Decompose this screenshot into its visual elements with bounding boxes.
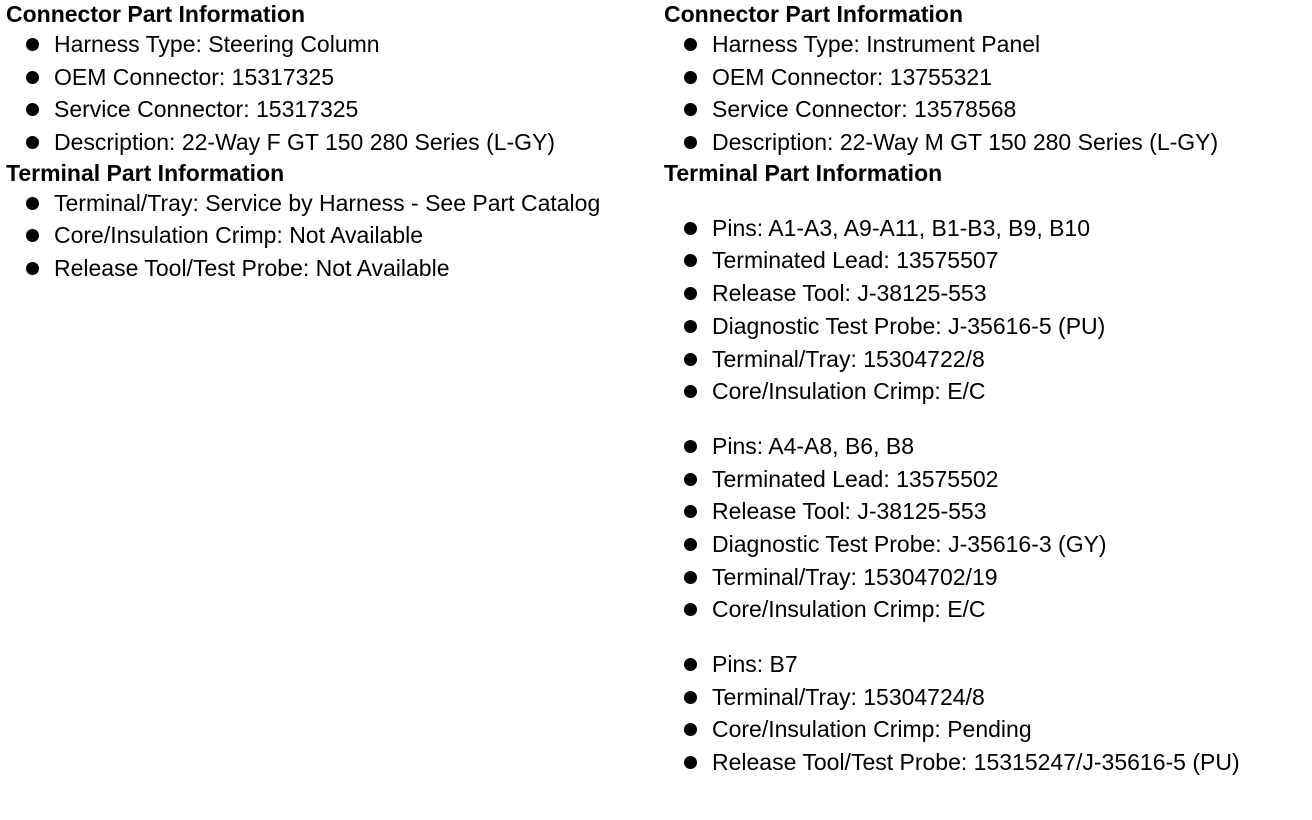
list-item: Diagnostic Test Probe: J-35616-5 (PU) [664,310,1312,343]
left-connector-column [6,0,656,285]
list-item: Release Tool: J-38125-553 [664,277,1312,310]
list-item: Harness Type: Instrument Panel [664,28,1312,61]
terminal-group-3 [664,648,1312,779]
list-item: Core/Insulation Crimp: Not Available [6,219,656,252]
left-terminal-heading: Terminal Part Information [6,159,285,186]
list-item: Terminal/Tray: 15304724/8 [664,681,1312,714]
list-item: Core/Insulation Crimp: E/C [664,375,1312,408]
list-item: Terminated Lead: 13575502 [664,463,1312,496]
list-item: Core/Insulation Crimp: E/C [664,593,1312,626]
list-item: Pins: A1-A3, A9-A11, B1-B3, B9, B10 [664,212,1312,245]
list-item: Pins: A4-A8, B6, B8 [664,430,1312,463]
left-connector-heading: Connector Part Information [6,1,306,27]
list-item: Service Connector: 13578568 [664,93,1312,126]
list-item: Release Tool: J-38125-553 [664,495,1312,528]
right-terminal-heading: Terminal Part Information [664,159,943,186]
right-connector-heading: Connector Part Information [664,1,964,27]
right-connector-column [664,0,1312,779]
list-item: OEM Connector: 15317325 [6,61,656,94]
list-item: Release Tool/Test Probe: Not Available [6,252,656,285]
list-item: Terminal/Tray: Service by Harness - See Part Catalog [6,187,656,220]
left-terminal-list [6,187,656,285]
right-connector-list [664,28,1312,159]
left-connector-list [6,28,656,159]
terminal-group-1 [664,212,1312,408]
list-item: Pins: B7 [664,648,1312,681]
list-item: Terminal/Tray: 15304702/19 [664,561,1312,594]
list-item: Core/Insulation Crimp: Pending [664,713,1312,746]
list-item: Description: 22-Way F GT 150 280 Series (L-GY) [6,126,656,159]
right-terminal-groups [664,212,1312,779]
list-item: Terminal/Tray: 15304722/8 [664,343,1312,376]
list-item: Release Tool/Test Probe: 15315247/J-35616-5 (PU) [664,746,1312,779]
list-item: Harness Type: Steering Column [6,28,656,61]
list-item: Diagnostic Test Probe: J-35616-3 (GY) [664,528,1312,561]
list-item: Description: 22-Way M GT 150 280 Series (L-GY) [664,126,1312,159]
terminal-group-2 [664,430,1312,626]
list-item: OEM Connector: 13755321 [664,61,1312,94]
list-item: Terminated Lead: 13575507 [664,244,1312,277]
list-item: Service Connector: 15317325 [6,93,656,126]
